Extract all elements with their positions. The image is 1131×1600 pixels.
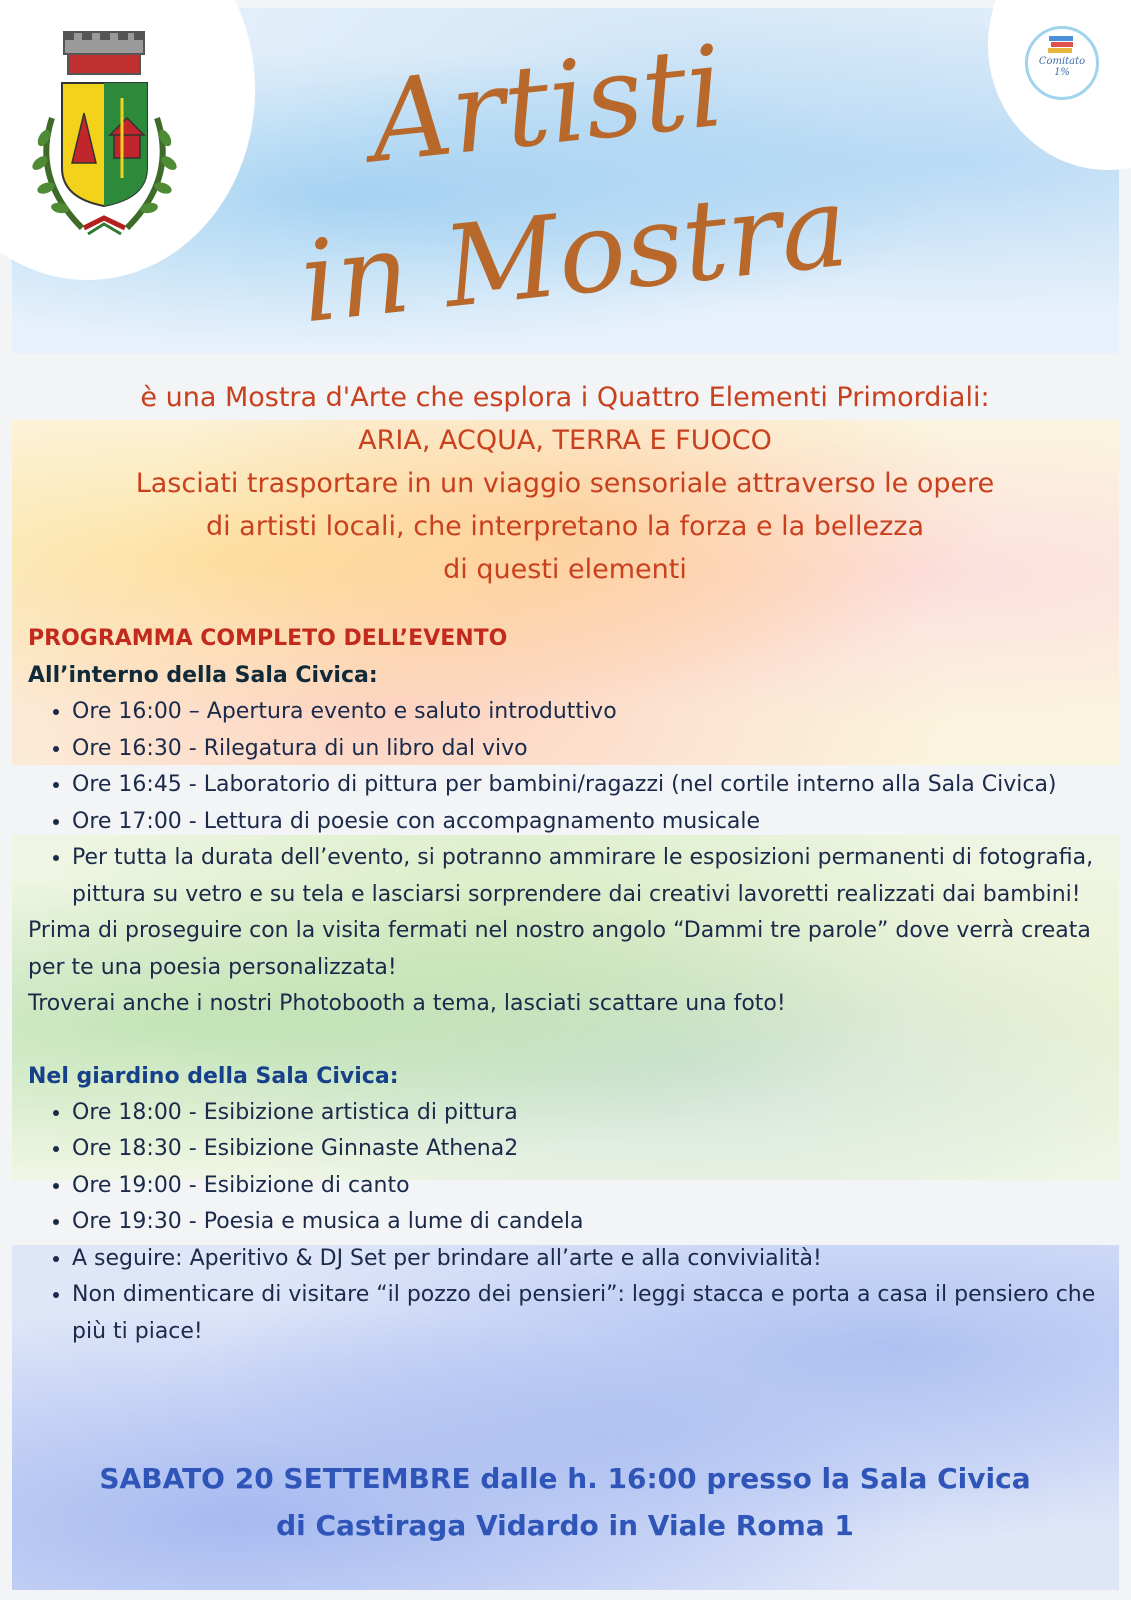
program-heading: PROGRAMMA COMPLETO DELL’EVENTO [28, 626, 508, 651]
inside-list [28, 694, 1108, 913]
spacer [28, 1023, 1108, 1059]
books-icon [1047, 34, 1075, 56]
list-item: • Ore 16:45 - Laboratorio di pittura per bambini/ragazzi (nel cortile interno alla Sala Civica) [72, 767, 1108, 804]
garden-heading: Nel giardino della Sala Civica: [28, 1063, 399, 1089]
intro-line-1: è una Mostra d'Arte che esplora i Quattro Elementi Primordiali: [140, 382, 990, 413]
list-item: • Ore 16:00 – Apertura evento e saluto introduttivo [72, 694, 1108, 731]
footer-line-2: di Castiraga Vidardo in Viale Roma 1 [276, 1509, 854, 1542]
intro-line-4: di artisti locali, che interpretano la forza e la bellezza [205, 511, 925, 542]
list-item: • Ore 18:30 - Esibizione Ginnaste Athena2 [72, 1131, 1108, 1168]
paragraph-dammi-tre-parole: Prima di proseguire con la visita fermati nel nostro angolo “Dammi tre parole” dove verrà creata per te una poesia personalizzata! [28, 918, 1091, 980]
event-date-location [20, 1455, 1110, 1549]
list-item: • Ore 17:00 - Lettura di poesie con accompagnamento musicale [72, 804, 1108, 841]
footer-line-1: SABATO 20 SETTEMBRE dalle h. 16:00 presso la Sala Civica [99, 1462, 1031, 1495]
list-item: • Ore 16:30 - Rilegatura di un libro dal vivo [72, 731, 1108, 768]
list-item: • Per tutta la durata dell’evento, si potranno ammirare le esposizioni permanenti di fotografia, pittura su vetro e su tela e lasciarsi sorprendere dai creativi lavoretti realizzati dai bambini! [72, 840, 1108, 913]
list-item: • Non dimenticare di visitare “il pozzo dei pensieri”: leggi stacca e porta a casa il pensiero che più ti piace! [72, 1277, 1108, 1350]
intro-text [20, 376, 1110, 591]
list-item: • Ore 18:00 - Esibizione artistica di pittura [72, 1095, 1108, 1132]
comitato-badge [1025, 26, 1099, 100]
paragraph-photobooth: Troverai anche i nostri Photobooth a tema, lasciati scattare una foto! [28, 991, 786, 1016]
inside-heading: All’interno della Sala Civica: [28, 663, 378, 688]
garden-list [28, 1095, 1108, 1351]
title-line-2: in Mostra [294, 161, 854, 349]
intro-line-5: di questi elementi [443, 554, 687, 585]
program-section [28, 620, 1108, 1350]
coat-of-arms-icon [22, 28, 187, 248]
title-line-1: Artisti [364, 21, 730, 189]
badge-text: Comitato 1% [1038, 56, 1086, 78]
list-item: • A seguire: Aperitivo & DJ Set per brindare all’arte e alla convivialità! [72, 1241, 1108, 1278]
intro-line-2: ARIA, ACQUA, TERRA E FUOCO [358, 425, 772, 456]
list-item: • Ore 19:30 - Poesia e musica a lume di candela [72, 1204, 1108, 1241]
list-item: • Ore 19:00 - Esibizione di canto [72, 1168, 1108, 1205]
intro-line-3: Lasciati trasportare in un viaggio sensoriale attraverso le opere [135, 468, 995, 499]
poster-title [294, 21, 860, 349]
